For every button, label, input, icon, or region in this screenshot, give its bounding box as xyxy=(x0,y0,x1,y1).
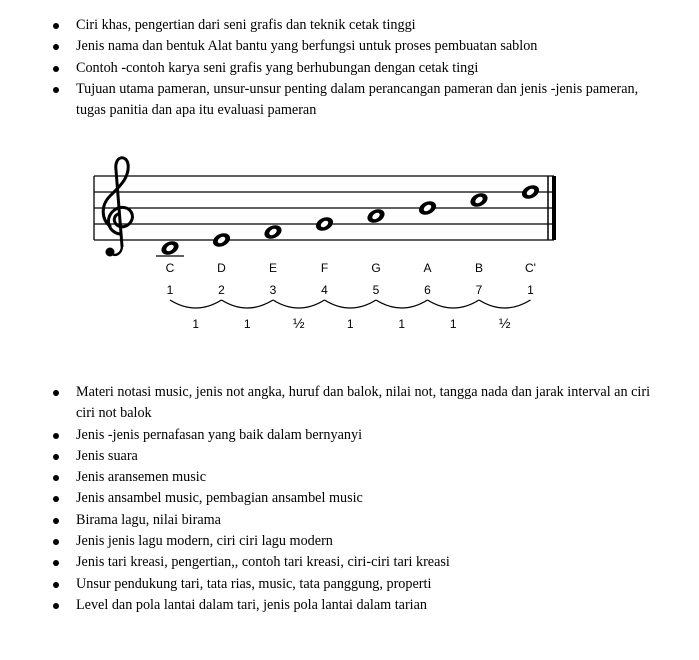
list-item: Jenis suara xyxy=(0,446,699,467)
topic-list-bottom xyxy=(0,382,699,616)
interval-label: 1 xyxy=(192,317,200,331)
bullet-icon xyxy=(53,539,59,545)
note-letter-labels xyxy=(166,261,536,275)
list-item: Level dan pola lantai dalam tari, jenis pola lantai dalam tarian xyxy=(0,595,699,616)
note-letter-label: C' xyxy=(525,261,536,275)
note-letter-label: D xyxy=(217,261,226,275)
bullet-icon xyxy=(53,560,59,566)
interval-arc xyxy=(428,300,480,308)
list-item: Jenis tari kreasi, pengertian,, contoh tari kreasi, ciri-ciri tari kreasi xyxy=(0,552,699,573)
note-number-label: 2 xyxy=(218,283,225,297)
note-letter-label: B xyxy=(474,261,484,275)
whole-note xyxy=(417,199,439,218)
list-item: Jenis -jenis pernafasan yang baik dalam bernyanyi xyxy=(0,425,699,446)
note-number-label: 7 xyxy=(475,283,483,297)
topic-list-top xyxy=(0,15,699,121)
note-number-label: 1 xyxy=(527,283,534,297)
list-item: Jenis nama dan bentuk Alat bantu yang berfungsi untuk proses pembuatan sablon xyxy=(0,36,699,57)
bullet-icon xyxy=(53,87,59,93)
list-item: Birama lagu, nilai birama xyxy=(0,510,699,531)
note-letter-label: C xyxy=(165,261,175,275)
whole-note xyxy=(159,239,181,258)
bullet-icon xyxy=(53,518,59,524)
bullet-icon xyxy=(53,475,59,481)
list-item: Unsur pendukung tari, tata rias, music, tata panggung, properti xyxy=(0,574,699,595)
interval-arcs xyxy=(170,300,531,308)
note-number-label: 1 xyxy=(166,283,174,297)
interval-label: 1 xyxy=(449,317,457,331)
interval-arc xyxy=(479,300,531,308)
music-staff-svg xyxy=(80,148,570,343)
list-item: Ciri khas, pengertian dari seni grafis dan teknik cetak tinggi xyxy=(0,15,699,36)
note-number-labels xyxy=(167,283,535,297)
whole-note xyxy=(520,183,542,202)
bullet-icon xyxy=(53,582,59,588)
note-number-label: 5 xyxy=(372,283,380,297)
interval-label: ½ xyxy=(292,315,305,331)
list-item: Jenis ansambel music, pembagian ansambel music xyxy=(0,488,699,509)
bullet-icon xyxy=(53,66,59,72)
list-item: Tujuan utama pameran, unsur-unsur penting dalam perancangan pameran dan jenis -jenis pameran, tugas panitia dan apa itu evaluasi pameran xyxy=(0,79,699,122)
list-item: Contoh -contoh karya seni grafis yang berhubungan dengan cetak tingi xyxy=(0,58,699,79)
whole-note xyxy=(468,191,490,210)
bullet-icon xyxy=(53,23,59,29)
bullet-icon xyxy=(53,454,59,460)
list-item: Materi notasi music, jenis not angka, huruf dan balok, nilai not, tangga nada dan jarak interval an ciri ciri not balok xyxy=(0,382,699,425)
interval-label: ½ xyxy=(498,315,511,331)
whole-note xyxy=(262,223,284,242)
interval-arc xyxy=(170,300,222,308)
note-letter-label: F xyxy=(320,261,329,275)
whole-note xyxy=(314,215,336,234)
list-item: Jenis jenis lagu modern, ciri ciri lagu modern xyxy=(0,531,699,552)
interval-label: 1 xyxy=(243,317,251,331)
bullet-icon xyxy=(53,496,59,502)
note-number-label: 6 xyxy=(424,283,431,297)
list-item: Jenis aransemen music xyxy=(0,467,699,488)
interval-label: 1 xyxy=(346,317,354,331)
whole-note xyxy=(211,231,233,250)
music-staff-figure xyxy=(80,148,570,343)
note-letter-label: G xyxy=(371,261,381,275)
bullet-icon xyxy=(53,44,59,50)
noteheads xyxy=(159,183,541,258)
interval-arc xyxy=(325,300,377,308)
interval-arc xyxy=(222,300,274,308)
note-letter-label: E xyxy=(268,261,278,275)
bullet-icon xyxy=(53,390,59,396)
note-letter-label: A xyxy=(423,261,432,275)
note-number-label: 3 xyxy=(269,283,277,297)
bullet-icon xyxy=(53,603,59,609)
bullet-icon xyxy=(53,433,59,439)
interval-arc xyxy=(273,300,325,308)
interval-arc xyxy=(376,300,428,308)
whole-note xyxy=(365,207,387,226)
interval-labels xyxy=(192,315,511,331)
note-number-label: 4 xyxy=(321,283,328,297)
interval-label: 1 xyxy=(398,317,406,331)
